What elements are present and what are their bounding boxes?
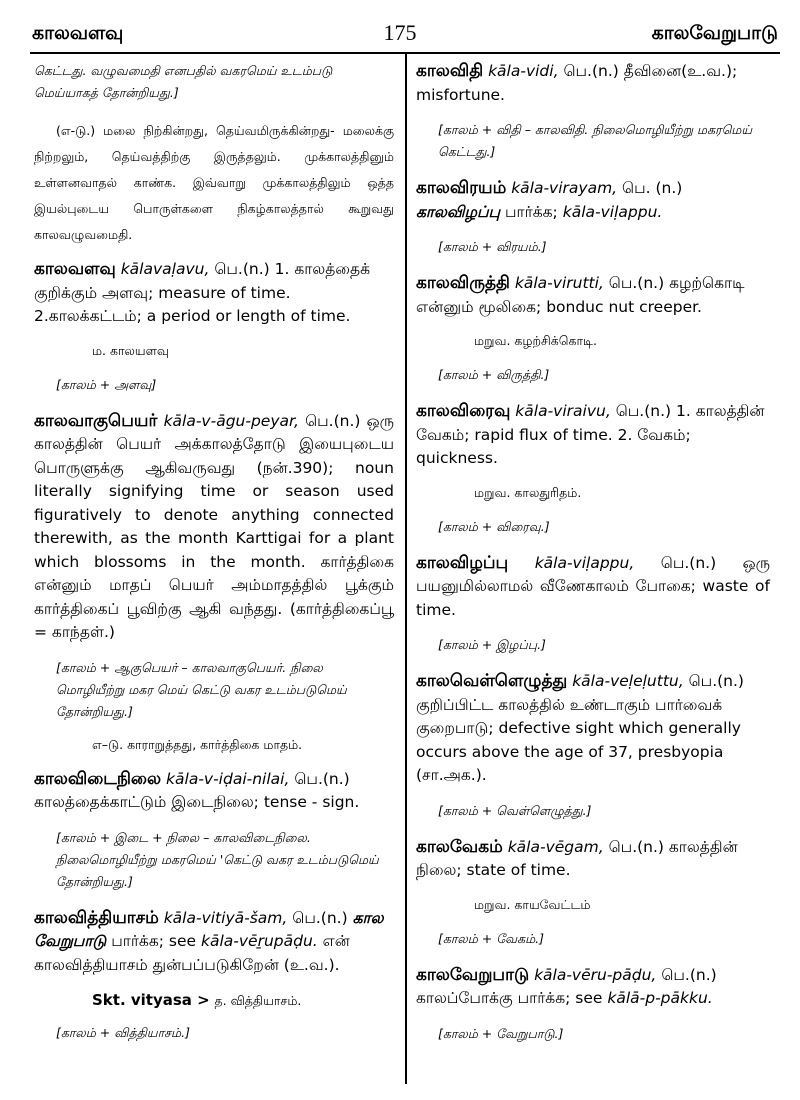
dictionary-entry — [416, 670, 770, 788]
etymology: [காலம் + விரைவு.] — [438, 518, 550, 534]
dictionary-entry — [34, 410, 394, 645]
etymology: [காலம் + அளவு] — [56, 376, 157, 392]
headword: காலவெள்ளெழுத்து — [416, 671, 568, 691]
synonym-note: மறுவ. கழற்சிக்கொடி. — [474, 333, 597, 348]
see-reference: kāla-viḷappu. — [562, 202, 663, 221]
dictionary-entry — [34, 768, 394, 815]
continuation-note: கெட்டது. வழுவமைதி எனபதில் வகரமெய் உடம்படு மெய்யாகத் தோன்றியது.] — [34, 63, 333, 100]
transliteration: kāla-vēgam, — [507, 837, 604, 856]
right-column — [416, 60, 770, 1059]
dictionary-entry — [416, 60, 770, 107]
headword: காலவிரயம் — [416, 178, 507, 198]
see-reference: kāla-vēṟupāḍu. — [201, 932, 318, 950]
etymology: [காலம் + இடை + நிலை – காலவிடைநிலை. நிலைமொழியீற்று மகரமெய் 'கெட்டு வகர உடம்படுமெய் தோன்றியது.] — [56, 829, 379, 889]
definition-part: பார்க்க; — [505, 202, 558, 221]
transliteration: kāla-viḷappu, — [534, 553, 635, 572]
header-left-guide-word: காலவளவு — [32, 22, 124, 44]
definition: பெ.(n.) ஒரு பயனுமில்லாமல் வீணேகாலம் போகை; waste of time. — [416, 553, 770, 619]
column-divider — [405, 54, 407, 1084]
dictionary-entry — [416, 836, 770, 883]
etymology: [காலம் + விருத்தி.] — [438, 367, 550, 382]
headword: காலவேகம் — [416, 836, 503, 857]
dictionary-entry — [416, 400, 770, 471]
cognate-note: ம. காலயளவு — [92, 342, 169, 358]
transliteration: kāla-v-iḍai-nilai, — [166, 769, 290, 788]
etymology: [காலம் + இழப்பு.] — [438, 637, 546, 652]
headword: காலவிருத்தி — [416, 273, 510, 293]
dictionary-entry — [416, 964, 770, 1011]
transliteration: kāla-vitiyā-šam, — [163, 908, 288, 927]
definition: பெ.(n.) காலத்தைக்காட்டும் இடைநிலை; tense - sign. — [34, 769, 360, 811]
see-reference: kālā-p-pākku. — [607, 989, 713, 1007]
dictionary-entry — [34, 258, 394, 329]
example-note: எ–டு. காராறுத்தது, கார்த்திகை மாதம். — [92, 736, 303, 752]
definition: பெ.(n.) குறிப்பிட்ட காலத்தில் உண்டாகும் பார்வைக் குறைபாடு; defective sight which generally occurs above the age of 37, presbyopia (சா.அக.). — [416, 672, 744, 784]
cross-reference: கால வேறுபாடு — [34, 908, 384, 950]
headword: காலவளவு — [34, 259, 116, 279]
transliteration: kālavaḷavu, — [120, 260, 210, 278]
example-text: (எ-டு.) மலை நிற்கின்றது, தெய்வமிருக்கின்றது- மலைக்கு நிற்றலும், தெய்வத்திற்கு இருத்தலும். முக்காலத்தினும் உள்ளனவாதல் காண்க. இவ்வாறு முக்காலத்திலும் ஒத்த இயல்புடைய பொருள்களை நிகழ்காலத்தால் கூறுவது காலவழுவமைதி. — [34, 123, 394, 242]
definition: பெ.(n.) தீவினை(உ.வ.); misfortune. — [416, 62, 738, 104]
dictionary-entry — [416, 552, 770, 623]
sanskrit-note — [92, 991, 394, 1010]
synonym-note: மறுவ. காலதுரிதம். — [474, 484, 582, 500]
dictionary-entry — [416, 272, 770, 319]
transliteration: kāla-v-āgu-peyar, — [163, 411, 299, 430]
etymology: [காலம் + வித்தியாசம்.] — [56, 1025, 190, 1040]
headword: காலவிரைவு — [416, 401, 511, 421]
header-right-guide-word: காலவேறுபாடு — [651, 22, 778, 44]
headword: காலவாகுபெயர் — [34, 410, 158, 431]
etymology: [காலம் + வேகம்.] — [438, 930, 544, 946]
etymology: [காலம் + வேறுபாடு.] — [438, 1025, 564, 1041]
dictionary-entry — [416, 177, 770, 224]
definition: பெ.(n.) காலத்தின் நிலை; state of time. — [416, 837, 738, 879]
definition-part: பெ.(n.) காலப்போக்கு பார்க்க; see — [416, 965, 717, 1007]
headword: காலவிழப்பு — [416, 552, 509, 573]
definition: பெ.(n.) கழற்கொடி என்னும் மூலிகை; bonduc nut creeper. — [416, 274, 745, 316]
etymology: [காலம் + வெள்ளெழுத்து.] — [438, 802, 592, 818]
etymology: [காலம் + விரயம்.] — [438, 239, 547, 254]
synonym-note: மறுவ. காயவேட்டம் — [474, 896, 591, 912]
sanskrit-source: Skt. vityasa > — [92, 991, 210, 1009]
transliteration: kāla-viraivu, — [515, 402, 611, 420]
definition-part: பெ.(n.) — [292, 908, 348, 927]
left-column — [34, 60, 394, 1058]
tamil-form: த. வித்தியாசம். — [214, 993, 302, 1008]
dictionary-entry — [34, 907, 394, 978]
definition: பெ.(n.) 1. காலத்தைக் குறிக்கும் அளவு; measure of time. 2.காலக்கட்டம்; a period or length of time. — [34, 260, 370, 325]
transliteration: kāla-veḷeḷuttu, — [572, 672, 684, 690]
etymology: [காலம் + விதி – காலவிதி. நிலைமொழியீற்று மகரமெய் கெட்டது.] — [438, 122, 753, 159]
definition-part: என் காலவித்தியாசம் துன்பப்படுகிறேன் (உ.வ.). — [34, 932, 350, 974]
page-number: 175 — [383, 20, 417, 45]
definition: பெ.(n.) 1. காலத்தின் வேகம்; rapid flux of time. 2. வேகம்; quickness. — [416, 402, 765, 467]
definition-part: பார்க்க; see — [111, 932, 197, 950]
headword: காலவிதி — [416, 61, 484, 81]
cross-reference: காலவிழப்பு — [416, 202, 501, 221]
page-header — [0, 0, 800, 52]
definition: பெ.(n.) ஒரு காலத்தின் பெயர் அக்காலத்தோடு இயைபுடைய பொருளுக்கு ஆகிவருவது (நன்.390); noun literally signifying time or season used figuratively to denote anything connected therewith, as the month Karttigai for a plant which blossoms in the month. கார்த்திகை என்னும் மாதப் பெயர் அம்மாதத்தில் பூக்கும் கார்த்திகைப் பூவிற்கு ஆகி வந்தது. (கார்த்திகைப்பூ = காந்தள்.) — [34, 411, 394, 641]
definition-part: பெ. (n.) — [622, 179, 683, 197]
headword: காலவேறுபாடு — [416, 964, 530, 985]
transliteration: kāla-virayam, — [511, 179, 618, 197]
etymology: [காலம் + ஆகுபெயர் – காலவாகுபெயர். நிலை மொழியீற்று மகர மெய் கெட்டு வகர உடம்படுமெய் தோன்றியது.] — [56, 659, 347, 719]
transliteration: kāla-virutti, — [514, 274, 604, 292]
transliteration: kāla-vēru-pāḍu, — [534, 965, 657, 984]
headword: காலவிடைநிலை — [34, 768, 162, 789]
transliteration: kāla-vidi, — [488, 62, 559, 80]
headword: காலவித்தியாசம் — [34, 907, 159, 928]
